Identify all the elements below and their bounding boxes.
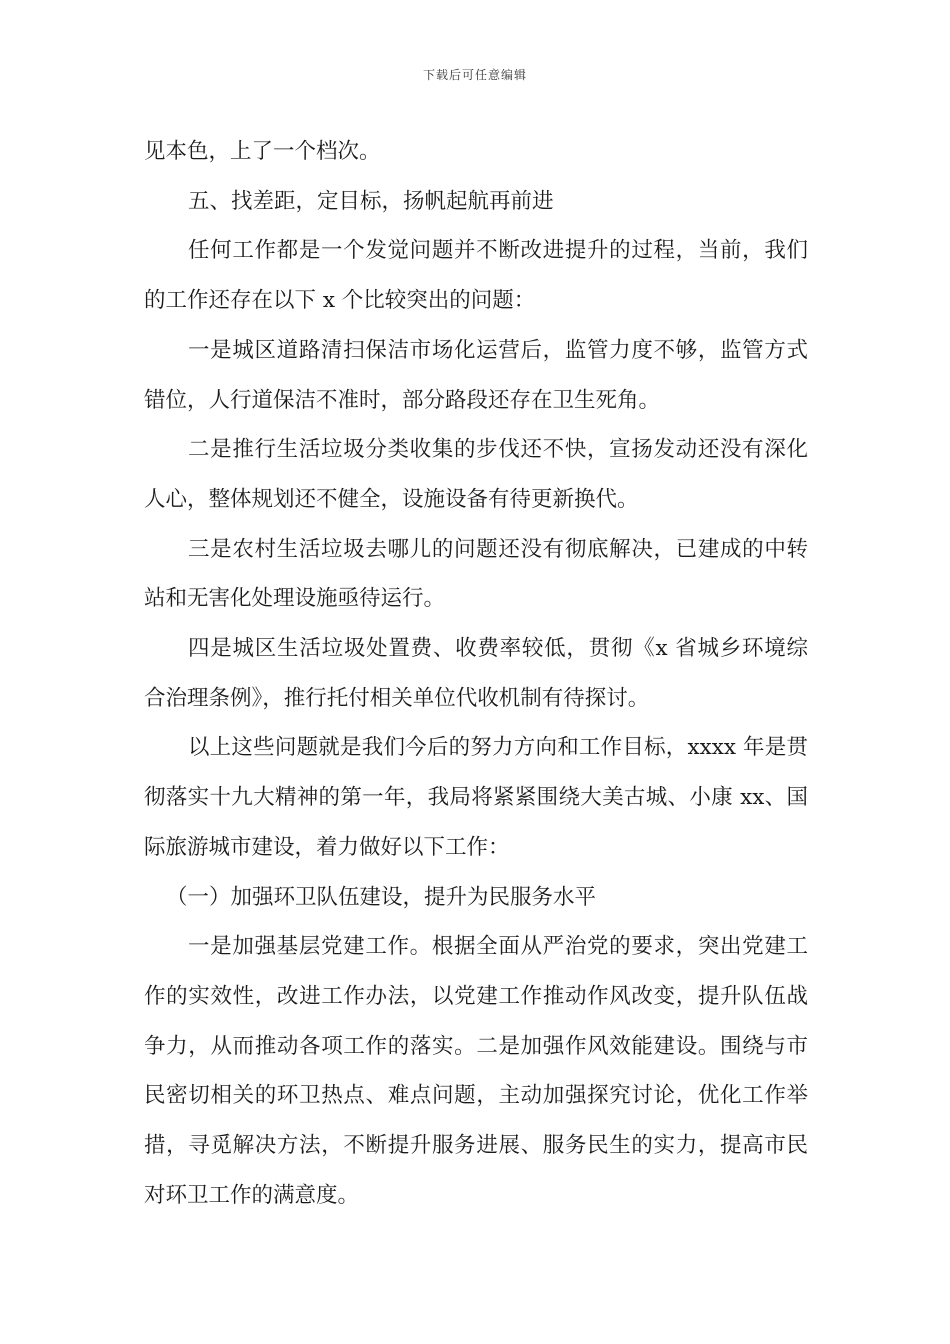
paragraph: 三是农村生活垃圾去哪儿的问题还没有彻底解决，已建成的中转站和无害化处理设施亟待运行。 xyxy=(144,536,808,612)
paragraph: 以上这些问题就是我们今后的努力方向和工作目标，xxxx 年是贯彻落实十九大精神的第一年，我局将紧紧围绕大美古城、小康 xx、国际旅游城市建设，着力做好以下工作： xyxy=(144,735,808,860)
paragraph: 二是推行生活垃圾分类收集的步伐还不快，宣扬发动还没有深化人心，整体规划还不健全，设施设备有待更新换代。 xyxy=(144,437,808,512)
paragraph-continuation: 见本色，上了一个档次。 xyxy=(144,139,381,164)
subsection-heading: （一）加强环卫队伍建设，提升为民服务水平 xyxy=(166,884,597,910)
document-body xyxy=(144,127,808,1220)
page-header: 下载后可任意编辑 xyxy=(422,68,527,82)
paragraph: 四是城区生活垃圾处置费、收费率较低，贯彻《x 省城乡环境综合治理条例》，推行托付相关单位代收机制有待探讨。 xyxy=(144,636,808,711)
paragraph: 一是加强基层党建工作。根据全面从严治党的要求，突出党建工作的实效性，改进工作办法，以党建工作推动作风改变，提升队伍战争力，从而推动各项工作的落实。二是加强作风效能建设。围绕与市民密切相关的环卫热点、难点问题，主动加强探究讨论，优化工作举措，寻觅解决方法，不断提升服务进展、服务民生的实力，提高市民对环卫工作的满意度。 xyxy=(144,934,808,1208)
section-heading: 五、找差距，定目标，扬帆起航再前进 xyxy=(188,188,554,214)
paragraph: 任何工作都是一个发觉问题并不断改进提升的过程，当前，我们的工作还存在以下 x 个比较突出的问题： xyxy=(144,238,808,314)
paragraph: 一是城区道路清扫保洁市场化运营后，监管力度不够，监管方式错位，人行道保洁不准时，部分路段还存在卫生死角。 xyxy=(144,337,808,413)
